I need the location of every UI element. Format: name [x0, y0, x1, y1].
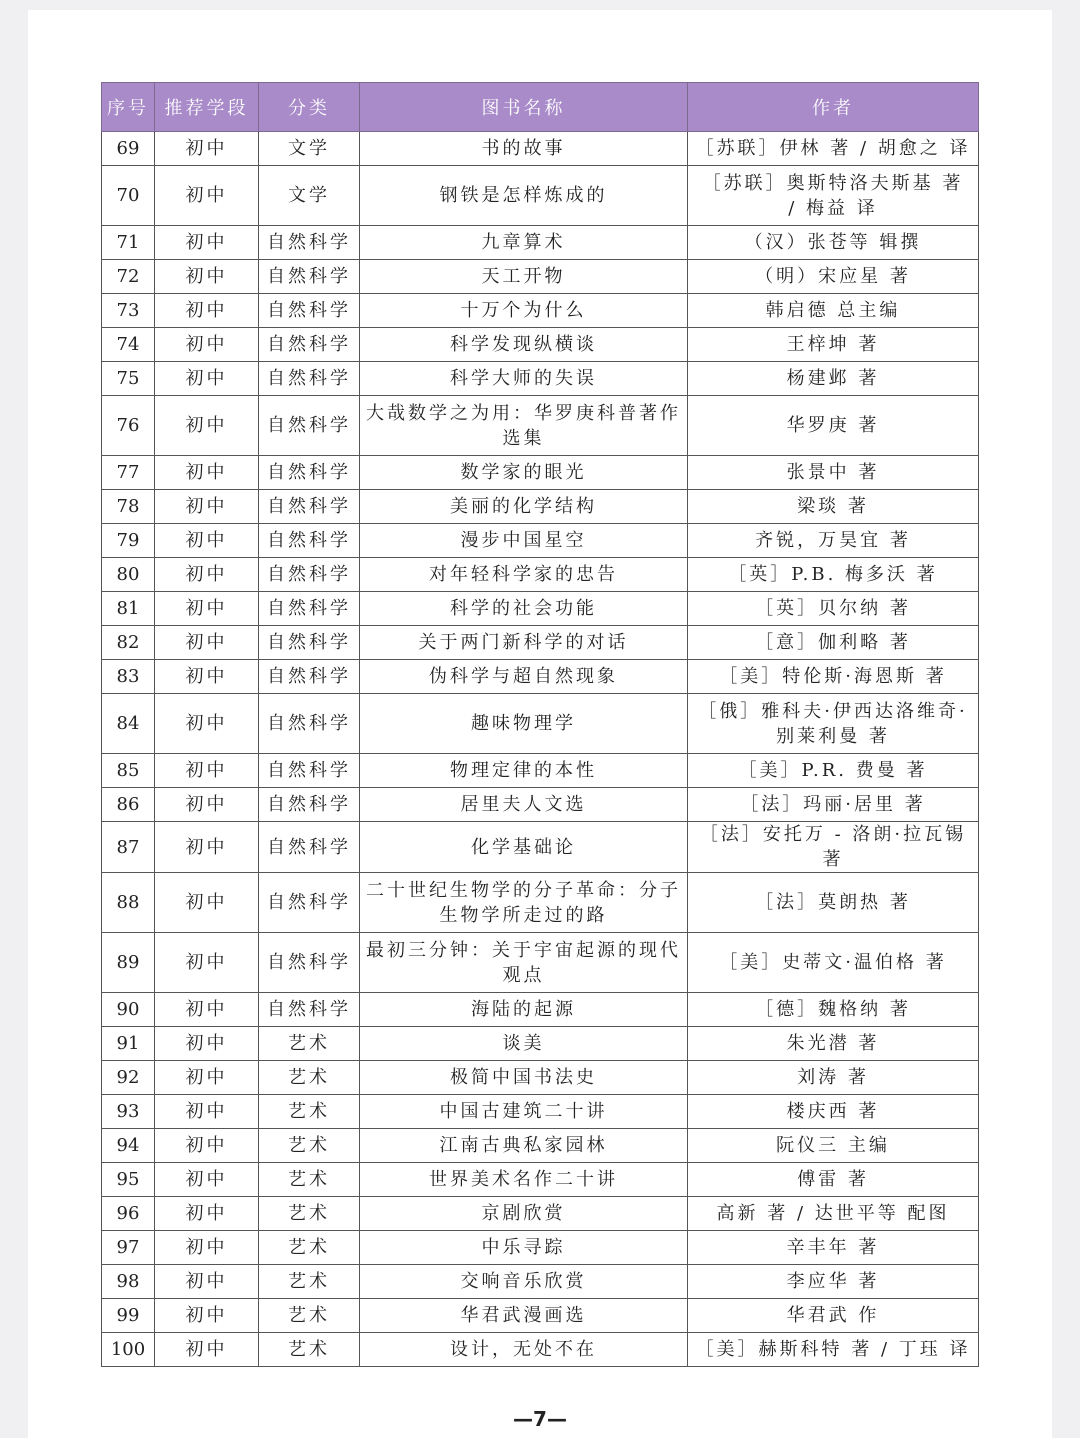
cell-author: 华罗庚 著: [688, 396, 979, 456]
cell-category: 自然科学: [259, 822, 360, 873]
cell-title: 钢铁是怎样炼成的: [360, 166, 688, 226]
cell-stage: 初中: [155, 788, 259, 822]
cell-stage: 初中: [155, 328, 259, 362]
cell-title: 数学家的眼光: [360, 456, 688, 490]
cell-author: ［法］安托万 - 洛朗·拉瓦锡 著: [688, 822, 979, 873]
cell-category: 艺术: [259, 1333, 360, 1367]
header-no: 序号: [102, 83, 155, 132]
cell-title: 天工开物: [360, 260, 688, 294]
cell-no: 72: [102, 260, 155, 294]
cell-category: 自然科学: [259, 933, 360, 993]
cell-stage: 初中: [155, 1265, 259, 1299]
cell-stage: 初中: [155, 660, 259, 694]
cell-title: 对年轻科学家的忠告: [360, 558, 688, 592]
cell-category: 自然科学: [259, 993, 360, 1027]
cell-author: （明）宋应星 著: [688, 260, 979, 294]
cell-stage: 初中: [155, 132, 259, 166]
cell-title: 设计，无处不在: [360, 1333, 688, 1367]
cell-stage: 初中: [155, 166, 259, 226]
cell-title: 京剧欣赏: [360, 1197, 688, 1231]
cell-stage: 初中: [155, 694, 259, 754]
cell-title: 九章算术: [360, 226, 688, 260]
table-row: [102, 1095, 979, 1129]
cell-no: 75: [102, 362, 155, 396]
table-row: [102, 1231, 979, 1265]
cell-stage: 初中: [155, 592, 259, 626]
cell-no: 80: [102, 558, 155, 592]
header-stage: 推荐学段: [155, 83, 259, 132]
cell-no: 100: [102, 1333, 155, 1367]
cell-title: 中乐寻踪: [360, 1231, 688, 1265]
cell-title: 中国古建筑二十讲: [360, 1095, 688, 1129]
cell-author: ［美］赫斯科特 著 / 丁珏 译: [688, 1333, 979, 1367]
cell-author: 杨建邺 著: [688, 362, 979, 396]
table-row: [102, 592, 979, 626]
table-row: [102, 226, 979, 260]
table-row: [102, 873, 979, 933]
cell-author: 朱光潜 著: [688, 1027, 979, 1061]
cell-category: 艺术: [259, 1095, 360, 1129]
cell-title: 美丽的化学结构: [360, 490, 688, 524]
cell-title: 二十世纪生物学的分子革命：分子生物学所走过的路: [360, 873, 688, 933]
cell-no: 83: [102, 660, 155, 694]
cell-no: 81: [102, 592, 155, 626]
cell-category: 自然科学: [259, 226, 360, 260]
cell-no: 84: [102, 694, 155, 754]
document-page: [28, 10, 1052, 1438]
cell-no: 87: [102, 822, 155, 873]
table-row: [102, 132, 979, 166]
cell-stage: 初中: [155, 490, 259, 524]
table-row: [102, 396, 979, 456]
table-row: [102, 694, 979, 754]
cell-title: 伪科学与超自然现象: [360, 660, 688, 694]
cell-no: 90: [102, 993, 155, 1027]
cell-title: 化学基础论: [360, 822, 688, 873]
cell-stage: 初中: [155, 558, 259, 592]
cell-author: 王梓坤 著: [688, 328, 979, 362]
cell-stage: 初中: [155, 294, 259, 328]
table-row: [102, 456, 979, 490]
cell-category: 自然科学: [259, 694, 360, 754]
table-row: [102, 1163, 979, 1197]
cell-no: 91: [102, 1027, 155, 1061]
cell-author: 张景中 著: [688, 456, 979, 490]
cell-title: 海陆的起源: [360, 993, 688, 1027]
cell-category: 自然科学: [259, 294, 360, 328]
cell-stage: 初中: [155, 1299, 259, 1333]
cell-no: 69: [102, 132, 155, 166]
table-row: [102, 260, 979, 294]
header-title: 图书名称: [360, 83, 688, 132]
cell-stage: 初中: [155, 1095, 259, 1129]
cell-category: 自然科学: [259, 660, 360, 694]
cell-author: ［英］贝尔纳 著: [688, 592, 979, 626]
cell-author: ［俄］雅科夫·伊西达洛维奇·别莱利曼 著: [688, 694, 979, 754]
cell-author: 梁琰 著: [688, 490, 979, 524]
table-body: [102, 132, 979, 1367]
table-row: [102, 626, 979, 660]
cell-author: 刘涛 著: [688, 1061, 979, 1095]
cell-stage: 初中: [155, 993, 259, 1027]
table-row: [102, 788, 979, 822]
cell-category: 自然科学: [259, 396, 360, 456]
cell-no: 97: [102, 1231, 155, 1265]
cell-stage: 初中: [155, 1163, 259, 1197]
cell-title: 关于两门新科学的对话: [360, 626, 688, 660]
cell-stage: 初中: [155, 260, 259, 294]
cell-stage: 初中: [155, 1061, 259, 1095]
table-row: [102, 1027, 979, 1061]
cell-no: 92: [102, 1061, 155, 1095]
table-row: [102, 1129, 979, 1163]
cell-category: 艺术: [259, 1197, 360, 1231]
cell-category: 艺术: [259, 1129, 360, 1163]
cell-no: 79: [102, 524, 155, 558]
cell-author: 傅雷 著: [688, 1163, 979, 1197]
cell-category: 艺术: [259, 1061, 360, 1095]
cell-title: 华君武漫画选: [360, 1299, 688, 1333]
cell-category: 自然科学: [259, 490, 360, 524]
table-row: [102, 328, 979, 362]
cell-stage: 初中: [155, 1129, 259, 1163]
header-category: 分类: [259, 83, 360, 132]
cell-author: ［英］P.B. 梅多沃 著: [688, 558, 979, 592]
table-row: [102, 362, 979, 396]
cell-title: 最初三分钟：关于宇宙起源的现代观点: [360, 933, 688, 993]
table-row: [102, 1299, 979, 1333]
cell-no: 86: [102, 788, 155, 822]
cell-category: 文学: [259, 132, 360, 166]
cell-author: ［意］伽利略 著: [688, 626, 979, 660]
cell-author: 华君武 作: [688, 1299, 979, 1333]
cell-no: 95: [102, 1163, 155, 1197]
cell-author: ［苏联］奥斯特洛夫斯基 著 / 梅益 译: [688, 166, 979, 226]
cell-stage: 初中: [155, 396, 259, 456]
cell-no: 76: [102, 396, 155, 456]
cell-title: 书的故事: [360, 132, 688, 166]
cell-no: 74: [102, 328, 155, 362]
cell-category: 自然科学: [259, 788, 360, 822]
cell-author: ［美］特伦斯·海恩斯 著: [688, 660, 979, 694]
cell-category: 文学: [259, 166, 360, 226]
table-row: [102, 1061, 979, 1095]
cell-no: 89: [102, 933, 155, 993]
cell-stage: 初中: [155, 754, 259, 788]
cell-stage: 初中: [155, 1027, 259, 1061]
header-author: 作者: [688, 83, 979, 132]
cell-title: 谈美: [360, 1027, 688, 1061]
cell-author: ［法］玛丽·居里 著: [688, 788, 979, 822]
cell-no: 82: [102, 626, 155, 660]
cell-author: ［美］史蒂文·温伯格 著: [688, 933, 979, 993]
cell-stage: 初中: [155, 362, 259, 396]
table-row: [102, 1265, 979, 1299]
cell-title: 物理定律的本性: [360, 754, 688, 788]
table-row: [102, 166, 979, 226]
cell-no: 85: [102, 754, 155, 788]
cell-author: 阮仪三 主编: [688, 1129, 979, 1163]
cell-category: 自然科学: [259, 592, 360, 626]
cell-stage: 初中: [155, 226, 259, 260]
cell-title: 大哉数学之为用：华罗庚科普著作选集: [360, 396, 688, 456]
cell-author: ［苏联］伊林 著 / 胡愈之 译: [688, 132, 979, 166]
table-row: [102, 993, 979, 1027]
cell-title: 趣味物理学: [360, 694, 688, 754]
cell-title: 科学发现纵横谈: [360, 328, 688, 362]
cell-category: 自然科学: [259, 260, 360, 294]
cell-stage: 初中: [155, 1231, 259, 1265]
table-row: [102, 933, 979, 993]
cell-stage: 初中: [155, 524, 259, 558]
cell-no: 71: [102, 226, 155, 260]
cell-author: 李应华 著: [688, 1265, 979, 1299]
cell-stage: 初中: [155, 933, 259, 993]
cell-category: 自然科学: [259, 456, 360, 490]
cell-category: 自然科学: [259, 873, 360, 933]
cell-stage: 初中: [155, 626, 259, 660]
cell-title: 漫步中国星空: [360, 524, 688, 558]
cell-no: 96: [102, 1197, 155, 1231]
cell-title: 世界美术名作二十讲: [360, 1163, 688, 1197]
table-row: [102, 1197, 979, 1231]
cell-no: 98: [102, 1265, 155, 1299]
cell-stage: 初中: [155, 873, 259, 933]
cell-no: 77: [102, 456, 155, 490]
cell-author: 韩启德 总主编: [688, 294, 979, 328]
cell-category: 自然科学: [259, 558, 360, 592]
cell-title: 科学大师的失误: [360, 362, 688, 396]
cell-stage: 初中: [155, 822, 259, 873]
cell-no: 78: [102, 490, 155, 524]
cell-no: 70: [102, 166, 155, 226]
page-number: —7—: [513, 1407, 567, 1431]
table-header-row: [102, 83, 979, 132]
cell-category: 艺术: [259, 1299, 360, 1333]
cell-stage: 初中: [155, 1333, 259, 1367]
cell-no: 99: [102, 1299, 155, 1333]
cell-category: 艺术: [259, 1231, 360, 1265]
cell-author: 楼庆西 著: [688, 1095, 979, 1129]
table-row: [102, 558, 979, 592]
cell-category: 艺术: [259, 1265, 360, 1299]
cell-stage: 初中: [155, 456, 259, 490]
cell-no: 73: [102, 294, 155, 328]
cell-author: （汉）张苍等 辑撰: [688, 226, 979, 260]
cell-title: 交响音乐欣赏: [360, 1265, 688, 1299]
cell-author: 高新 著 / 达世平等 配图: [688, 1197, 979, 1231]
cell-category: 艺术: [259, 1163, 360, 1197]
cell-no: 88: [102, 873, 155, 933]
cell-title: 江南古典私家园林: [360, 1129, 688, 1163]
table-row: [102, 294, 979, 328]
book-list-table: [101, 82, 979, 1367]
table-row: [102, 1333, 979, 1367]
table-row: [102, 660, 979, 694]
cell-author: 齐锐，万昊宜 著: [688, 524, 979, 558]
table-row: [102, 822, 979, 873]
cell-title: 十万个为什么: [360, 294, 688, 328]
cell-author: ［德］魏格纳 著: [688, 993, 979, 1027]
cell-author: 辛丰年 著: [688, 1231, 979, 1265]
cell-category: 自然科学: [259, 362, 360, 396]
table-row: [102, 754, 979, 788]
cell-author: ［法］莫朗热 著: [688, 873, 979, 933]
cell-category: 艺术: [259, 1027, 360, 1061]
cell-title: 居里夫人文选: [360, 788, 688, 822]
cell-author: ［美］P.R. 费曼 著: [688, 754, 979, 788]
cell-stage: 初中: [155, 1197, 259, 1231]
cell-title: 极简中国书法史: [360, 1061, 688, 1095]
table-row: [102, 490, 979, 524]
cell-title: 科学的社会功能: [360, 592, 688, 626]
cell-no: 94: [102, 1129, 155, 1163]
cell-no: 93: [102, 1095, 155, 1129]
cell-category: 自然科学: [259, 754, 360, 788]
cell-category: 自然科学: [259, 626, 360, 660]
cell-category: 自然科学: [259, 524, 360, 558]
table-row: [102, 524, 979, 558]
cell-category: 自然科学: [259, 328, 360, 362]
